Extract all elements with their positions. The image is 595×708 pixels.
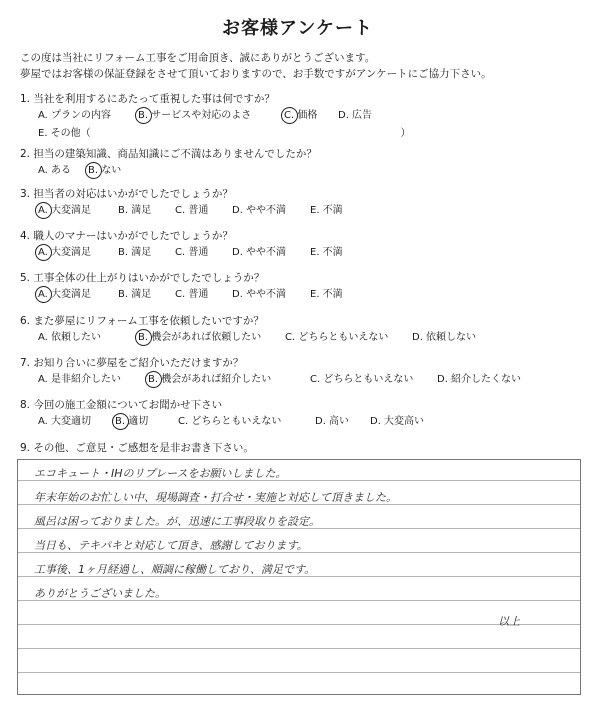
option-e[interactable]: E. 不満	[310, 247, 343, 258]
option-b[interactable]: B. 機会があれば紹介したい	[148, 374, 272, 385]
question-2	[20, 147, 317, 178]
question-title: 6. また夢屋にリフォーム工事を依頼したいですか？	[20, 315, 264, 327]
option-a[interactable]: A. 大変適切	[38, 416, 92, 427]
ruled-line	[18, 672, 580, 673]
option-d[interactable]: D. 紹介したくない	[437, 374, 522, 385]
option-c[interactable]: C. 価格	[284, 110, 318, 121]
question-7	[20, 356, 522, 387]
question-1	[20, 92, 411, 138]
option-row	[20, 415, 425, 429]
question-title: 3. 担当者の対応はいかがでしたでしょうか？	[20, 188, 233, 200]
comment-line-4: 当日も、テキパキと対応して頂き、感謝しております。	[34, 539, 308, 552]
question-4	[20, 229, 343, 260]
comment-line-1: エコキュート・IHのリプレースをお願いしました。	[34, 467, 287, 480]
option-d[interactable]: D. 広告	[338, 110, 373, 121]
option-b[interactable]: B. 満足	[118, 205, 152, 216]
option-c[interactable]: C. どちらともいえない	[310, 374, 414, 385]
comment-line-6: ありがとうございました。	[34, 587, 166, 600]
option-d[interactable]: D. やや不満	[232, 289, 287, 300]
option-a[interactable]: A. 大変満足	[38, 205, 92, 216]
option-a[interactable]: A. 大変満足	[38, 289, 92, 300]
option-row	[20, 204, 343, 218]
option-b[interactable]: B. 適切	[115, 416, 149, 427]
option-e[interactable]: E. 不満	[310, 289, 343, 300]
question-6	[20, 314, 477, 345]
option-d2[interactable]: D. 大変高い	[370, 416, 425, 427]
comment-line-2: 年末年始のお忙しい中、現場調査・打合せ・実施と対応して頂きました。	[34, 491, 397, 504]
question-title: 5. 工事全体の仕上がりはいかがでしたでしょうか？	[20, 272, 265, 284]
intro-line-1: この度は当社にリフォーム工事をご用命頂き、誠にありがとうございます。	[20, 52, 376, 64]
question-8	[20, 398, 425, 429]
option-a[interactable]: A. 大変満足	[38, 247, 92, 258]
signoff-text: 以上	[498, 615, 520, 628]
option-b[interactable]: B. ない	[88, 165, 122, 176]
option-a[interactable]: A. 依頼したい	[38, 332, 102, 343]
page-title: お客様アンケート	[222, 18, 373, 39]
option-e[interactable]: E. 不満	[310, 205, 343, 216]
comment-line-5: 工事後、1ヶ月経過し、順調に稼働しており、満足です。	[34, 563, 316, 576]
question-3	[20, 187, 343, 218]
intro-line-2: 夢屋ではお客様の保証登録をさせて頂いておりますので、お手数ですがアンケートにご協力下さい。	[20, 68, 492, 80]
ruled-line	[18, 624, 580, 625]
question-title: 4. 職人のマナーはいかがでしたでしょうか？	[20, 230, 233, 242]
option-row	[20, 164, 317, 178]
option-b[interactable]: B. サービスや対応のよさ	[138, 110, 252, 121]
question-title: 1. 当社を利用するにあたって重視した事は何ですか？	[20, 93, 275, 105]
option-a[interactable]: A. プランの内容	[38, 110, 112, 121]
option-e-other[interactable]: E. その他（ ）	[38, 128, 411, 139]
question-title: 9. その他、ご意見・ご感想を是非お書き下さい。	[20, 442, 254, 454]
option-d[interactable]: D. 高い	[315, 416, 350, 427]
option-row	[20, 109, 411, 123]
question-title: 7. お知り合いに夢屋をご紹介いただけますか？	[20, 357, 244, 369]
ruled-line	[18, 648, 580, 649]
question-9	[20, 441, 254, 455]
option-row	[20, 331, 477, 345]
option-row	[20, 246, 343, 260]
option-c[interactable]: C. 普通	[175, 205, 209, 216]
option-b[interactable]: B. 満足	[118, 247, 152, 258]
option-b[interactable]: B. 満足	[118, 289, 152, 300]
option-d[interactable]: D. 依頼しない	[412, 332, 477, 343]
option-a[interactable]: A. 是非紹介したい	[38, 374, 122, 385]
intro-text	[20, 50, 492, 82]
comment-box[interactable]	[17, 459, 581, 695]
option-row	[20, 288, 343, 302]
option-c[interactable]: C. どちらともいえない	[285, 332, 389, 343]
option-c[interactable]: C. 普通	[175, 289, 209, 300]
option-b[interactable]: B. 機会があれば依頼したい	[138, 332, 262, 343]
option-row	[20, 373, 522, 387]
question-5	[20, 271, 343, 302]
option-c[interactable]: C. どちらともいえない	[178, 416, 282, 427]
question-title: 2. 担当の建築知識、商品知識にご不満はありませんでしたか？	[20, 148, 317, 160]
question-title: 8. 今回の施工金額についてお聞かせ下さい	[20, 399, 223, 411]
option-d[interactable]: D. やや不満	[232, 205, 287, 216]
option-c[interactable]: C. 普通	[175, 247, 209, 258]
comment-line-3: 風呂は困っておりました。が、迅速に工事段取りを設定。	[34, 515, 320, 528]
option-a[interactable]: A. ある	[38, 165, 72, 176]
option-d[interactable]: D. やや不満	[232, 247, 287, 258]
